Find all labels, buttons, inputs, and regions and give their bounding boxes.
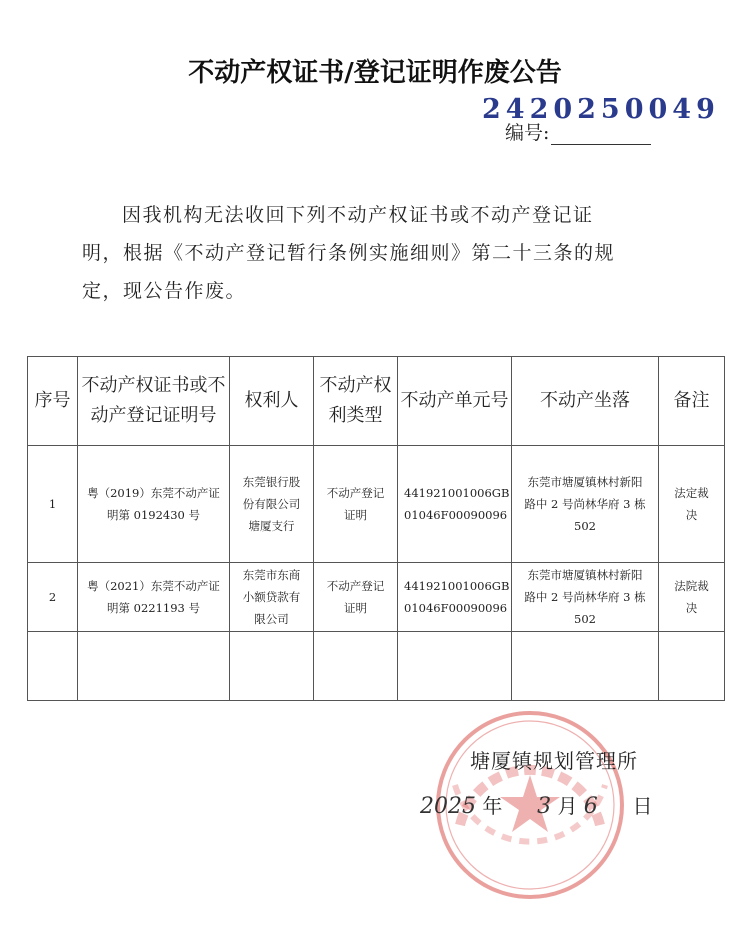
- header-location: 不动产坐落: [512, 357, 659, 446]
- date-day-char: 日: [632, 794, 653, 818]
- table-row-empty: [28, 632, 725, 701]
- header-cert: 不动产权证书或不 动产登记证明号: [78, 357, 230, 446]
- cell-type: 不动产登记 证明: [314, 563, 398, 632]
- header-unit: 不动产单元号: [398, 357, 512, 446]
- stamped-number: 2420250049: [482, 94, 720, 125]
- cell-cert: 粤（2019）东莞不动产证 明第 0192430 号: [78, 446, 230, 563]
- header-remark: 备注: [659, 357, 725, 446]
- cell-seq: 2: [28, 563, 78, 632]
- table-row: [28, 446, 725, 563]
- number-field: [505, 118, 651, 145]
- signing-authority: 塘厦镇规划管理所: [470, 749, 638, 773]
- date-month: 3: [537, 794, 552, 819]
- date-month-char: 月: [557, 794, 578, 818]
- table-row: [28, 563, 725, 632]
- cell-location: 东莞市塘厦镇林村新阳 路中 2 号尚林华府 3 栋 502: [512, 563, 659, 632]
- header-type: 不动产权 利类型: [314, 357, 398, 446]
- number-underline: [551, 126, 651, 145]
- cancellation-table: [27, 356, 725, 701]
- cell-remark: 法定裁 决: [659, 446, 725, 563]
- signing-date: [420, 790, 653, 819]
- body-line-2: 明，根据《不动产登记暂行条例实施细则》第二十三条的规: [82, 242, 616, 264]
- date-year: 2025: [420, 794, 476, 819]
- cell-location: 东莞市塘厦镇林村新阳 路中 2 号尚林华府 3 栋 502: [512, 446, 659, 563]
- cell-type: 不动产登记 证明: [314, 446, 398, 563]
- cell-cert: 粤（2021）东莞不动产证 明第 0221193 号: [78, 563, 230, 632]
- date-day: 6: [583, 794, 598, 819]
- announcement-body: [82, 196, 672, 310]
- number-label: 编号:: [505, 122, 550, 144]
- header-seq: 序号: [28, 357, 78, 446]
- cell-remark: 法院裁 决: [659, 563, 725, 632]
- body-line-1: 因我机构无法收回下列不动产权证书或不动产登记证: [122, 204, 594, 226]
- page-title: 不动产权证书/登记证明作废公告: [188, 58, 562, 88]
- date-year-char: 年: [482, 794, 503, 818]
- cell-owner: 东莞银行股 份有限公司 塘厦支行: [230, 446, 314, 563]
- header-owner: 权利人: [230, 357, 314, 446]
- cell-seq: 1: [28, 446, 78, 563]
- body-line-3: 定，现公告作废。: [82, 280, 247, 302]
- cell-unit: 441921001006GB 01046F00090096: [398, 563, 512, 632]
- cell-owner: 东莞市东商 小额贷款有 限公司: [230, 563, 314, 632]
- table-header-row: [28, 357, 725, 446]
- cell-unit: 441921001006GB 01046F00090096: [398, 446, 512, 563]
